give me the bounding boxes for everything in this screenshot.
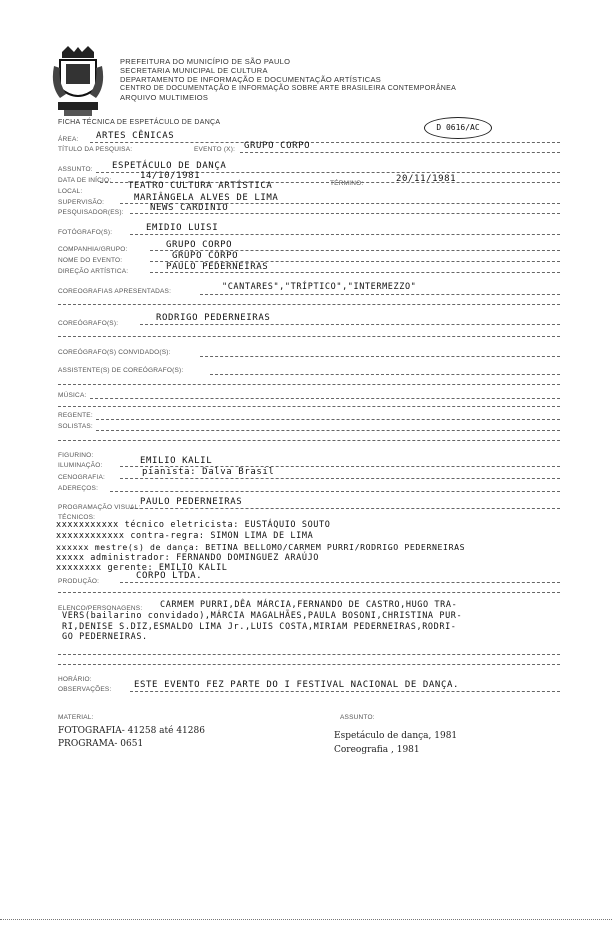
subject-dance-show: Espetáculo de dança, 1981 — [334, 731, 458, 741]
header-institution: PREFEITURA DO MUNICÍPIO DE SÃO PAULO — [120, 57, 291, 66]
data-termino-value: 20/11/1981 — [396, 174, 457, 184]
crew-line-stagehand: xxxxxxxxxxxx contra-regra: SIMON LIMA DE LIMA — [56, 531, 314, 541]
figurino-label: FIGURINO: — [58, 452, 94, 459]
coreografias-value: "CANTARES","TRÍPTICO","INTERMEZZO" — [222, 282, 417, 292]
titulo-label: TÍTULO DA PESQUISA: — [58, 146, 133, 153]
cenografia-value: pianista: Dalva Brasil — [142, 467, 275, 477]
divider — [90, 398, 560, 399]
direcao-label: DIREÇÃO ARTÍSTICA: — [58, 268, 129, 275]
solistas-label: SOLISTAS: — [58, 423, 93, 430]
material-photography: FOTOGRAFIA- 41258 até 41286 — [58, 726, 205, 736]
divider — [90, 142, 560, 143]
programacao-label: PROGRAMAÇÃO VISUAL: — [58, 504, 141, 511]
coreografos-convidados-label: COREÓGRAFO(S) CONVIDADO(S): — [58, 349, 171, 356]
assunto-index-label: ASSUNTO: — [340, 714, 375, 721]
form-title: FICHA TÉCNICA DE ESPETÁCULO DE DANÇA — [58, 119, 221, 126]
assistente-label: ASSISTENTE(S) DE COREÓGRAFO(S): — [58, 367, 184, 374]
nome-evento-value: GRUPO CORPO — [172, 251, 239, 261]
divider — [200, 356, 560, 357]
divider — [120, 478, 560, 479]
data-inicio-value: 14/10/1981 — [140, 171, 201, 181]
tecnicos-label: TÉCNICOS: — [58, 514, 96, 521]
header-department: DEPARTAMENTO DE INFORMAÇÃO E DOCUMENTAÇÃO ARTÍSTICAS — [120, 75, 382, 84]
companhia-value: GRUPO CORPO — [166, 240, 233, 250]
divider — [58, 664, 560, 665]
divider — [240, 152, 560, 153]
producao-value: CORPO LTDA. — [136, 571, 203, 581]
coreografo-value: RODRIGO PEDERNEIRAS — [156, 313, 271, 323]
elenco-line-4: GO PEDERNEIRAS. — [62, 632, 148, 642]
crew-line-electrician: xxxxxxxxxxx técnico eletricista: EUSTÁQUIO SOUTO — [56, 520, 331, 530]
elenco-line-3: RI,DENISE S.DIZ,ESMALDO LIMA Jr.,LUIS COSTA,MIRIAM PEDERNEIRAS,RODRI- — [62, 622, 457, 632]
divider — [58, 304, 560, 305]
crew-line-dance-masters: xxxxxx mestre(s) de dança: BETINA BELLOMO/CARMEM PURRI/RODRIGO PEDERNEIRAS — [56, 542, 466, 552]
divider — [130, 691, 560, 692]
bottom-edge — [0, 919, 612, 920]
area-label: ÁREA: — [58, 136, 79, 143]
local-value: TEATRO CULTURA ARTÍSTICA — [128, 181, 273, 191]
evento-label: EVENTO (X): — [194, 146, 236, 153]
divider — [58, 336, 560, 337]
header-archive: ARQUIVO MULTIMEIOS — [120, 93, 209, 102]
divider — [58, 654, 560, 655]
producao-label: PRODUÇÃO: — [58, 578, 100, 585]
termino-label: TÉRMINO: — [330, 180, 364, 187]
regente-label: REGENTE: — [58, 412, 93, 419]
assunto-label: ASSUNTO: — [58, 166, 93, 173]
header-secretariat: SECRETARIA MUNICIPAL DE CULTURA — [120, 66, 268, 75]
divider — [58, 440, 560, 441]
divider — [200, 294, 560, 295]
material-label: MATERIAL: — [58, 714, 94, 721]
supervisao-label: SUPERVISÃO: — [58, 199, 105, 206]
assunto-value: ESPETÁCULO DE DANÇA — [112, 161, 227, 171]
divider — [210, 374, 560, 375]
coreografias-label: COREOGRAFIAS APRESENTADAS: — [58, 288, 172, 295]
supervisao-value: MARIÂNGELA ALVES DE LIMA — [134, 193, 279, 203]
programacao-value: PAULO PEDERNEIRAS — [140, 497, 243, 507]
divider — [140, 324, 560, 325]
divider — [130, 234, 560, 235]
divider — [58, 592, 560, 593]
fotografo-value: EMIDIO LUISI — [146, 223, 219, 233]
document-code-stamp: D 0616/AC — [424, 117, 492, 139]
divider — [96, 430, 560, 431]
header-center: CENTRO DE DOCUMENTAÇÃO E INFORMAÇÃO SOBRE ARTE BRASILEIRA CONTEMPORÂNEA — [120, 85, 457, 92]
horario-label: HORÁRIO: — [58, 676, 92, 683]
divider — [96, 419, 560, 420]
evento-value: GRUPO CORPO — [244, 141, 311, 151]
aderecos-label: ADEREÇOS: — [58, 485, 99, 492]
fotografo-label: FOTÓGRAFO(S): — [58, 229, 113, 236]
cenografia-label: CENOGRAFIA: — [58, 474, 105, 481]
observacoes-label: OBSERVAÇÕES: — [58, 686, 112, 693]
pesquisador-value: NEWS CARDINIO — [150, 203, 229, 213]
observacoes-value: ESTE EVENTO FEZ PARTE DO I FESTIVAL NACIONAL DE DANÇA. — [134, 680, 459, 690]
coat-of-arms-icon — [52, 46, 104, 118]
companhia-label: COMPANHIA/GRUPO: — [58, 246, 128, 253]
coreografo-label: COREÓGRAFO(S): — [58, 320, 119, 327]
divider — [120, 582, 560, 583]
divider — [130, 213, 560, 214]
area-value: ARTES CÊNICAS — [96, 131, 175, 141]
nome-evento-label: NOME DO EVENTO: — [58, 257, 123, 264]
crew-line-administrator: xxxxx administrador: FERNANDO DOMINGUEZ ARAÚJO — [56, 553, 320, 563]
musica-label: MÚSICA: — [58, 392, 87, 399]
divider — [58, 406, 560, 407]
direcao-value: PAULO PEDERNEIRAS — [166, 262, 269, 272]
subject-choreography: Coreografia , 1981 — [334, 745, 420, 755]
data-inicio-label: DATA DE INÍCIO: — [58, 177, 112, 184]
elenco-line-1: CARMEM PURRI,DÊA MÁRCIA,FERNANDO DE CASTRO,HUGO TRA- — [160, 600, 458, 610]
local-label: LOCAL: — [58, 188, 83, 195]
material-program: PROGRAMA- 0651 — [58, 739, 144, 749]
divider — [58, 384, 560, 385]
pesquisador-label: PESQUISADOR(ES): — [58, 209, 124, 216]
iluminacao-value: EMILIO KALIL — [140, 456, 213, 466]
divider — [130, 508, 560, 509]
divider — [110, 491, 560, 492]
divider — [150, 272, 560, 273]
iluminacao-label: ILUMINAÇÃO: — [58, 462, 103, 469]
elenco-line-2: VERS(bailarino convidado),MÁRCIA MAGALHÃES,PAULA BOSONI,CHRISTINA PUR- — [62, 611, 463, 621]
crew-line-manager: xxxxxxxx gerente: EMILIO KALIL — [56, 563, 228, 573]
elenco-label: ELENCO/PERSONAGENS: — [58, 605, 143, 612]
